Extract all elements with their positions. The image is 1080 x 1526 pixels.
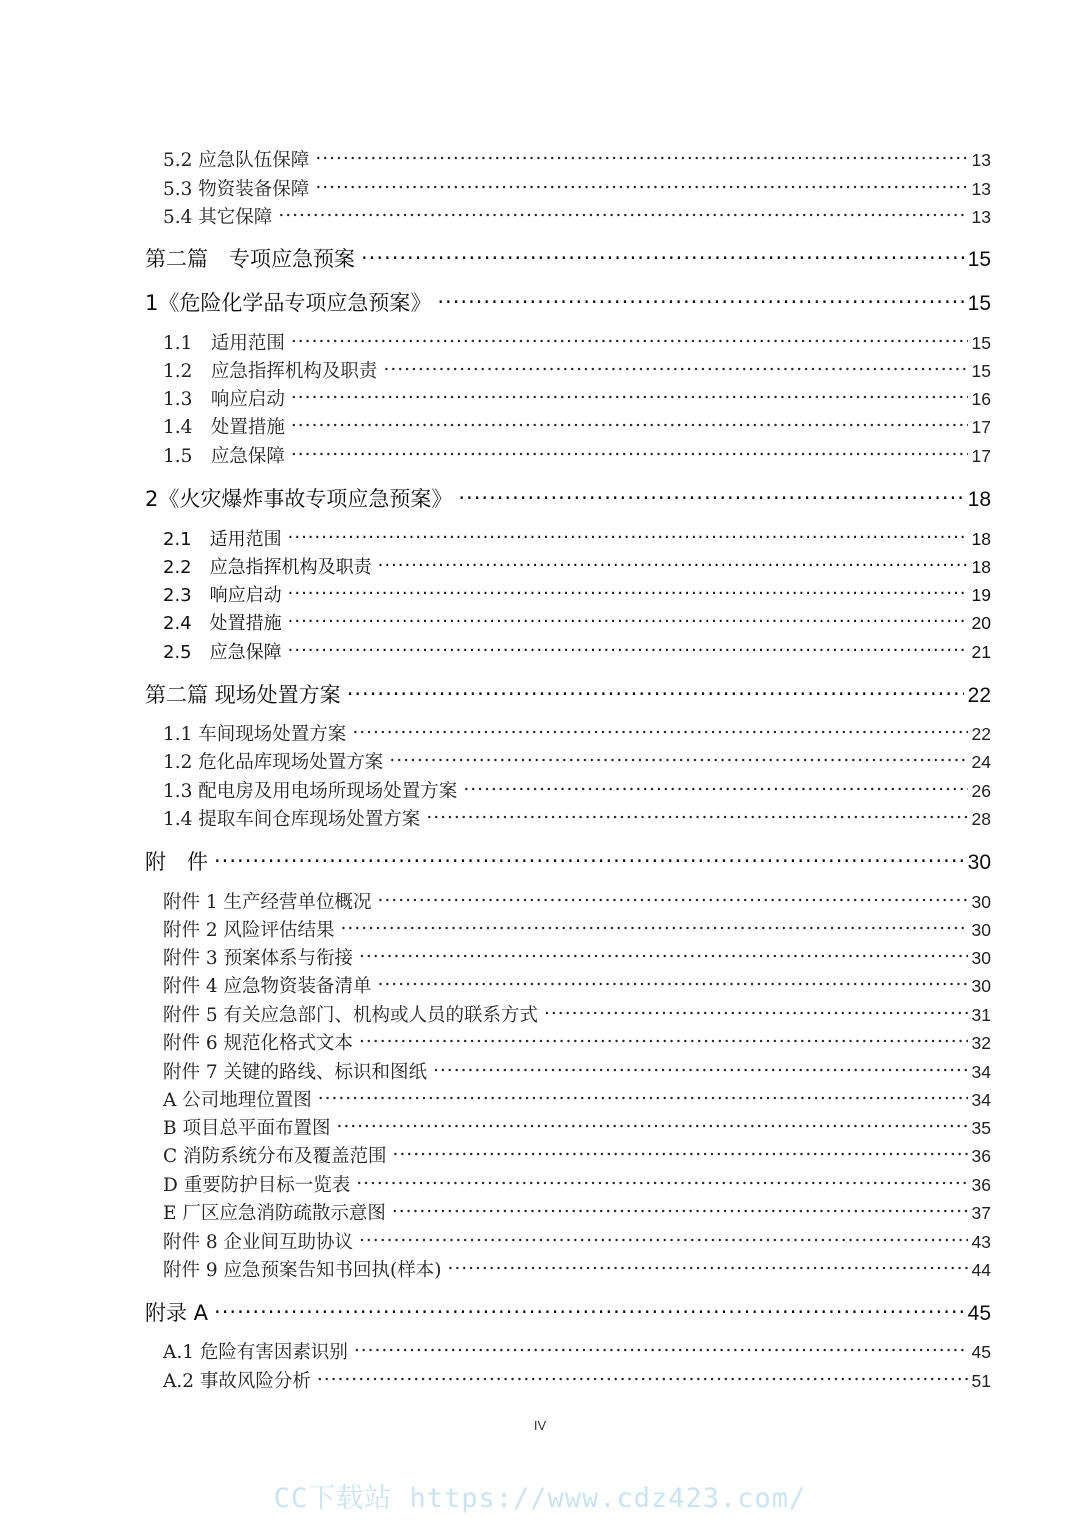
toc-entry-label: 1.4 处置措施 (163, 417, 285, 438)
toc-entry-label: 2.4 处置措施 (163, 613, 282, 634)
toc-heading[interactable] (145, 243, 991, 273)
toc-entry-page: 30 (971, 948, 991, 968)
toc-entry[interactable] (163, 1256, 991, 1282)
toc-entry-page: 20 (971, 613, 991, 633)
toc-entry[interactable] (163, 413, 991, 439)
toc-entry-label: 2.3 响应启动 (163, 585, 282, 606)
toc-entry[interactable] (163, 203, 991, 229)
dot-leader (288, 583, 968, 601)
dot-leader (426, 807, 967, 826)
dot-leader (291, 331, 968, 350)
toc-entry-label: 1《危险化学品专项应急预案》 (145, 291, 432, 315)
toc-entry-label: 2.5 应急保障 (163, 642, 282, 663)
toc-entry-label: A 公司地理位置图 (163, 1090, 312, 1111)
toc-entry-page: 32 (971, 1033, 991, 1053)
toc-entry-page: 30 (971, 920, 991, 940)
toc-entry-label: 2.1 适用范围 (163, 529, 282, 550)
dot-leader (291, 444, 968, 463)
toc-entry-label: 附件 9 应急预案告知书回执(样本) (163, 1260, 442, 1281)
dot-leader (214, 1299, 964, 1320)
toc-entry-page: 44 (971, 1260, 991, 1280)
dot-leader (356, 1173, 967, 1192)
toc-entry[interactable] (163, 175, 991, 201)
toc-entry-label: A.1 危险有害因素识别 (163, 1342, 348, 1363)
dot-leader (354, 1340, 968, 1359)
toc-entry-label: A.2 事故风险分析 (163, 1371, 311, 1392)
toc-entry-page: 28 (971, 809, 991, 829)
toc-entry-label: 1.2 应急指挥机构及职责 (163, 361, 378, 382)
dot-leader (447, 1258, 967, 1277)
toc-heading[interactable] (145, 846, 991, 876)
toc-entry[interactable] (163, 581, 991, 607)
toc-entry[interactable] (163, 146, 991, 172)
toc-entry[interactable] (163, 1029, 991, 1055)
toc-entry-label: 附录 A (145, 1301, 209, 1325)
toc-entry-label: 1.2 危化品库现场处置方案 (163, 752, 384, 773)
toc-entry-page: 51 (971, 1371, 991, 1391)
toc-entry-label: C 消防系统分布及覆盖范围 (163, 1146, 387, 1167)
toc-entry[interactable] (163, 385, 991, 411)
dot-leader (347, 681, 964, 702)
dot-leader (315, 177, 967, 196)
watermark-text: CC下载站 https://www.cdz423.com/ (273, 1483, 807, 1514)
toc-entry-label: 第二篇 专项应急预案 (145, 247, 355, 271)
dot-leader (291, 415, 968, 434)
dot-leader (352, 722, 967, 741)
toc-entry[interactable] (163, 638, 991, 664)
toc-entry-label: 附件 6 规范化格式文本 (163, 1033, 354, 1054)
toc-entry-page: 13 (971, 150, 991, 170)
dot-leader (463, 779, 967, 798)
toc-entry-label: 1.4 提取车间仓库现场处置方案 (163, 809, 421, 830)
toc-entry-page: 15 (967, 248, 991, 271)
toc-entry-label: 附件 2 风险评估结果 (163, 920, 335, 941)
toc-entry-page: 45 (967, 1302, 991, 1325)
toc-entry[interactable] (163, 357, 991, 383)
toc-entry[interactable] (163, 1086, 991, 1112)
toc-entry-label: E 厂区应急消防疏散示意图 (163, 1203, 386, 1224)
toc-entry-page: 34 (971, 1090, 991, 1110)
toc-entry-label: 第二篇 现场处置方案 (145, 683, 341, 707)
toc-entry-page: 26 (971, 781, 991, 801)
toc-entry[interactable] (163, 1058, 991, 1084)
toc-entry[interactable] (163, 748, 991, 774)
toc-entry-label: 1.5 应急保障 (163, 446, 285, 467)
dot-leader (214, 848, 964, 869)
toc-entry[interactable] (163, 1228, 991, 1254)
toc-entry-label: 5.4 其它保障 (163, 207, 273, 228)
dot-leader (341, 918, 968, 937)
toc-entry-label: 附件 7 关键的路线、标识和图纸 (163, 1062, 428, 1083)
toc-heading[interactable] (145, 679, 991, 709)
dot-leader (393, 1144, 968, 1163)
toc-entry[interactable] (163, 609, 991, 635)
dot-leader (389, 750, 967, 769)
toc-entry-page: 37 (971, 1203, 991, 1223)
toc-entry[interactable] (163, 525, 991, 551)
dot-leader (317, 1369, 968, 1388)
toc-entry-label: D 重要防护目标一览表 (163, 1175, 351, 1196)
toc-entry-page: 36 (971, 1146, 991, 1166)
toc-heading[interactable] (145, 483, 991, 513)
dot-leader (458, 485, 963, 506)
toc-heading[interactable] (145, 287, 991, 317)
toc-entry-label: 附件 1 生产经营单位概况 (163, 892, 372, 913)
toc-entry-label: B 项目总平面布置图 (163, 1118, 331, 1139)
toc-entry[interactable] (163, 1367, 991, 1393)
toc-entry-label: 附件 4 应急物资装备清单 (163, 976, 372, 997)
toc-entry[interactable] (163, 1001, 991, 1027)
dot-leader (336, 1116, 967, 1135)
toc-entry-page: 13 (971, 179, 991, 199)
dot-leader (433, 1060, 967, 1079)
toc-entry-page: 15 (971, 333, 991, 353)
toc-entry-label: 附件 3 预案体系与衔接 (163, 948, 354, 969)
dot-leader (383, 359, 967, 378)
toc-entry-page: 24 (971, 752, 991, 772)
toc-entry-label: 附 件 (145, 850, 208, 874)
toc-entry-label: 1.3 响应启动 (163, 389, 285, 410)
toc-entry[interactable] (163, 1114, 991, 1140)
toc-entry-page: 22 (967, 684, 991, 707)
toc-entry-page: 43 (971, 1232, 991, 1252)
dot-leader (315, 148, 967, 167)
toc-entry-page: 13 (971, 207, 991, 227)
toc-entry-page: 35 (971, 1118, 991, 1138)
page-number: IV (533, 1418, 547, 1433)
dot-leader (392, 1201, 968, 1220)
toc-entry[interactable] (163, 1338, 991, 1364)
toc-entry-page: 36 (971, 1175, 991, 1195)
toc-entry[interactable] (163, 720, 991, 746)
toc-entry[interactable] (163, 553, 991, 579)
toc-entry[interactable] (163, 916, 991, 942)
toc-entry-page: 30 (971, 892, 991, 912)
toc-entry[interactable] (163, 1142, 991, 1168)
toc-entry[interactable] (163, 442, 991, 468)
toc-entry-page: 34 (971, 1062, 991, 1082)
toc-entry-label: 1.1 适用范围 (163, 333, 285, 354)
dot-leader (359, 946, 967, 965)
toc-entry[interactable] (163, 1199, 991, 1225)
toc-entry-label: 5.2 应急队伍保障 (163, 150, 310, 171)
toc-entry[interactable] (163, 888, 991, 914)
toc-entry-page: 15 (971, 361, 991, 381)
toc-entry-label: 2《火灾爆炸事故专项应急预案》 (145, 487, 453, 511)
dot-leader (378, 555, 968, 573)
toc-entry-page: 30 (967, 851, 991, 874)
toc-entry[interactable] (163, 805, 991, 831)
toc-entry-label: 2.2 应急指挥机构及职责 (163, 557, 372, 578)
toc-entry-page: 30 (971, 976, 991, 996)
toc-entry-page: 18 (971, 557, 991, 577)
toc-entry-page: 15 (967, 292, 991, 315)
toc-entry-page: 18 (967, 488, 991, 511)
dot-leader (437, 289, 963, 310)
toc-entry-label: 1.1 车间现场处置方案 (163, 724, 347, 745)
dot-leader (288, 527, 968, 545)
dot-leader (278, 205, 967, 224)
dot-leader (359, 1031, 967, 1050)
toc-entry-page: 18 (971, 529, 991, 549)
toc-entry-page: 45 (971, 1342, 991, 1362)
toc-entry-page: 31 (971, 1005, 991, 1025)
toc-entry[interactable] (163, 972, 991, 998)
dot-leader (361, 245, 964, 266)
dot-leader (288, 611, 968, 629)
dot-leader (288, 640, 968, 658)
dot-leader (544, 1003, 967, 1022)
toc-entry-page: 17 (971, 446, 991, 466)
toc-heading[interactable] (145, 1297, 991, 1327)
toc-entry[interactable] (163, 1171, 991, 1197)
toc-entry[interactable] (163, 944, 991, 970)
dot-leader (378, 890, 968, 909)
toc-entry-page: 19 (971, 585, 991, 605)
dot-leader (378, 974, 968, 993)
toc-entry-label: 1.3 配电房及用电场所现场处置方案 (163, 781, 458, 802)
dot-leader (291, 387, 968, 406)
toc-entry[interactable] (163, 777, 991, 803)
toc-entry-label: 5.3 物资装备保障 (163, 179, 310, 200)
dot-leader (359, 1230, 967, 1249)
toc-entry-page: 16 (971, 389, 991, 409)
toc-entry-label: 附件 5 有关应急部门、机构或人员的联系方式 (163, 1005, 539, 1026)
dot-leader (318, 1088, 968, 1107)
toc-entry-page: 21 (971, 642, 991, 662)
toc-entry-page: 22 (971, 724, 991, 744)
toc-entry-page: 17 (971, 417, 991, 437)
toc-entry[interactable] (163, 329, 991, 355)
toc-entry-label: 附件 8 企业间互助协议 (163, 1232, 354, 1253)
